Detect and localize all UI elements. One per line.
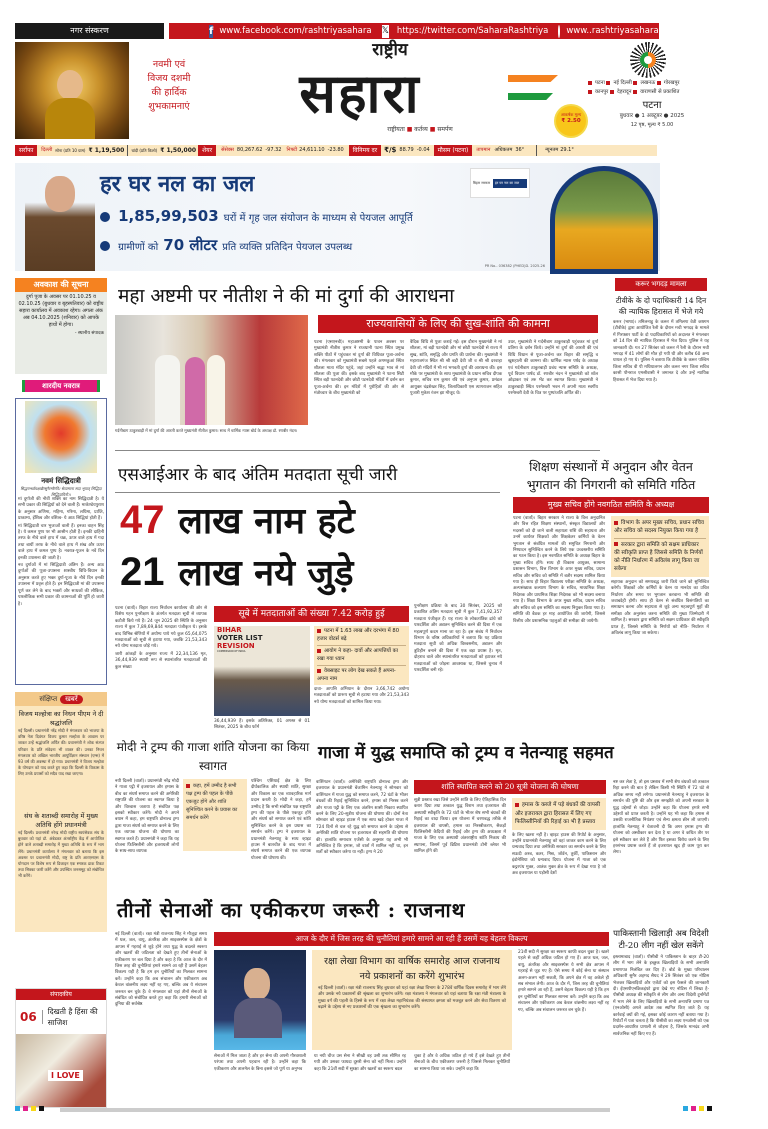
rajnath-box-headline: रक्षा लेखा विभाग का वार्षिक समारोह आज राजनाथ नये प्रकाशनों का करेंगे शुभारंभ (324, 956, 500, 982)
gold-value: ₹ 1,19,500 (88, 147, 125, 154)
brief-body: नई दिल्ली। प्रधानमंत्री नरेंद्र मोदी ने मंगलवार को भाजपा के वरिष्ठ नेता दिवंगत विजय कुमार मल्होत्रा के आवास पर जाकर उन्हें श्रद्धांजलि अर्पित की। प्रधानमंत्री ने शोक संतप्त परिवार के प्रति संवेदना भी व्यक्त की। उनका निधन मंगलवार को अखिल भारतीय आयुर्विज्ञान संस्थान (एम्स) में 93 वर्ष की अवस्था में हो गया। प्रधानमंत्री ने विजय मल्होत्रा के योगदान को याद करते हुए कहा कि दिल्ली के विकास के लिए उनके प्रयासों को सदैव याद रखा जाएगा। (18, 728, 104, 777)
modi-headline: मोदी ने ट्रम्प की गाजा शांति योजना का किया स्वागत (116, 740, 310, 773)
ad-logos (470, 168, 530, 198)
gaza-col-1: वाशिंगटन (वार्ता)। अमेरिकी राष्ट्रपति डोनाल्ड ट्रम्प और इजरायल के प्रधानमंत्री बेंजामिन नेतन्याहू ने सोमवार को वाशिंगटन में गाजा युद्ध को समाप्त करने, 72 घंटों के भीतर बंधकों की रिहाई सुनिश्चित करने, हमास को निरस्त्र करने और गाजा पट्टी के लिए एक अंतरिम शासी निकाय स्थापित करने के लिए 20-सूत्रीय योजना की घोषणा की। दोनों नेता सोमवार को व्हाइट हाउस में एक साथ खड़े होकर गाजा में 724 दिनों से चल रहे युद्ध को समाप्त करने के उद्देश्य से अमेरिकी शांति योजना पर इजरायल की सहमति की घोषणा की। हालांकि समाचार एजेंसी के अनुसार यह अभी भी अनिश्चित है कि हमास, जो वार्ता में शामिल नहीं था, इन शर्तों को स्वीकार करेगा या नहीं। ट्रम्प ने 20 (316, 780, 408, 856)
tagline-word: राष्ट्रीयता (387, 126, 405, 133)
households-count: 1,85,99,503 (118, 207, 219, 225)
rajnath-col-5: 21वीं सदी में सुरक्षा का स्वरूप काफी बदल चुका है। खतरे पहले से कहीं अधिक जटिल हो गए हैं। आज थल, जल, वायु, अंतरिक्ष और साइबरस्पेस ये सभी क्षेत्र आपस में गहराई से जुड़ गए हैं। ऐसे समय में कोई सेना या संस्थान अलग-अलग नहीं सकती, कि अपने क्षेत्र में वह अकेले ही सब संभाल लेगी। आज के दौर में, जिस तरह की चुनौतियां हमारे सामने आ रही हैं, उसमें बेहतर विकल्प यही है कि हम इन चुनौतियों का मिलकर सामना करें। उन्होंने कहा कि अब संचालन और एकीकरण अब केवल वांछनीय लक्ष्य नहीं रह गए, बल्कि अब संचालन जरूरत बन चुके हैं। (518, 950, 609, 1013)
editions-list (588, 79, 728, 97)
modi-quote (183, 779, 247, 851)
edition-city: वाराणसी से प्रकाशित (640, 89, 680, 95)
tagline-word: समर्पण (437, 126, 453, 133)
lead-col-2: वैदिक विधि से पूजा कराई गई। इस दौरान मुख्यमंत्री ने मां शीतला, मां बड़ी पटनदेवी और मां छोटी पटनदेवी से राज्य में सुख, शांति, समृद्धि और प्रगति की प्रार्थना की। मुख्यमंत्री ने महाराजगंज स्थित श्री श्री बड़ी देवी जी व श्री श्री दरवाहा देवी जी मंदिरों में भी मां भगवती दुर्गा की आराधना की। इस मौके पर मुख्यमंत्री के साथ मुख्यमंत्री के प्रधान सचिव दीपक कुमार, सचिव राम कुमार रवि एवं अनुपम कुमार, प्रमंडल आयुक्त चंद्रशेखर सिंह, जिलाधिकारी एस त्यागराजन सहित पुजारी मुकेश रंजन झा मौजूद थे। (410, 340, 502, 397)
sir-bullet (317, 648, 406, 666)
sir-mid-text: दावा- आपत्ति अभियान के दौरान 3,66,742 अयोग्य मतदाताओं को प्रारूप सूची से हटाया गया और 21,53,343 नये योग्य मतदाताओं को शामिल किया गया। (314, 687, 409, 705)
gold-label: सोना (प्रति 10 ग्राम) (55, 148, 86, 153)
edition-city: लखनऊ (640, 80, 656, 86)
sir-box-title: सूबे में मतदाताओं की संख्या 7.42 करोड़ हुई (214, 606, 409, 622)
date-line: बुधवार ● 1 अक्टूबर ● 2025 (619, 113, 685, 119)
line2-pre: ग्रामीणों को (118, 242, 159, 253)
nifty-change: -23.80 (327, 147, 344, 153)
silver-label: चांदी (प्रति किलो) (131, 148, 158, 153)
market-ticker (15, 145, 657, 156)
gaza-col-3: के लिए खतरा नहीं है। व्हाइट हाउस की रिपोर्ट के अनुसार, उन्होंने प्रधानमंत्री नेतन्याहू को वहां जाकर काम करने के लिए धन्यवाद दिया तथा अमेरिकी सरकार का समर्थन करने के लिए सऊदी अरब, कतर, मिस्र, जॉर्डन, तुर्की, पाकिस्तान और इंडोनेशिया को धन्यवाद दिया। योजना में गाजा को एक कट्टरपंथ मुक्त, आतंक मुक्त क्षेत्र के रूप में देखा गया है जो अब इजरायल या पड़ोसी देशों (512, 832, 606, 876)
sir-bullet (317, 668, 406, 683)
pages-price: 12 पृष्ठ, मूल्य ₹ 5.00 (630, 122, 674, 128)
sensex-label: सेंसेक्स (221, 147, 234, 153)
pak-body: इस्लामाबाद (वार्ता)। पीसीबी ने पाकिस्तान के बाहर टी-20 लीग में भाग लेने के इच्छुक खिलाड़ियों के सभी अनापत्ति प्रमाणपत्र निलंबित कर दिए हैं। बोर्ड के मुख्य परिचालन अधिकारी सुमैर अहमद सैयद ने 29 सितंबर को एक नोटिस भेजकर खिलाड़ियों और एजेंटों को इस फैसले की जानकारी दी। ईएसपीएनक्रिकइंफो द्वारा देखे गए नोटिस में लिखा है- पीसीबी अध्यक्ष की स्वीकृति से लीग और अन्य विदेशी टूर्नामेंटों में भाग लेने के लिए खिलाड़ियों के सभी अनापत्ति प्रमाण पत्र (एनओसी) अगले आदेश तक स्थगित किए जाते हैं। यह कार्रवाई क्यों की गई, इसका कोई कारण नहीं बताया गया है। रिपोर्टों में पता चलता है कि पीसीबी का लक्ष्य एनओसी को एक प्रदर्शन-आधारित प्रणाली से जोड़ना है, जिसके मानदंड अभी सार्वजनिक नहीं किए गए हैं। (613, 955, 709, 1037)
navratri-paragraph: नव दुर्गाओं में मां सिद्धिदात्री अंतिम हैं। अन्य आठ दुर्गाओं की पूजा-उपासना शास्त्रीय विधि-विधान के अनुसार करते हुए भक्त दुर्गा-पूजा के नौवें दिन इनकी उपासना में प्रवृत्त होते हैं। इन सिद्धिदात्री मां की उपासना पूर्ण कर लेने के बाद भक्तों और साधकों की लौकिक, पारलौकिक सभी प्रकार की कामनाओं की पूर्ति हो जाती है। (18, 563, 104, 607)
date-block (592, 99, 712, 129)
sahara-emblem-icon (630, 42, 666, 78)
sir-line1-text: लाख नाम हटे (178, 500, 355, 542)
max-temp-label: अधिकतम (494, 147, 513, 153)
navratri-paragraph: मां सिद्धिदात्री चार भुजाओं वाली हैं। इनका वाहन सिंह है। ये कमल पुष्प पर भी आसीन होती हैं। इनकी दाहिनी तरफ के नीचे वाले हाथ में चक्र, ऊपर वाले हाथ में गदा तथा बायीं तरफ के नीचे वाले हाथ में शंख और ऊपर वाले हाथ में कमल पुष्प है। नवरात्र-पूजन के नवें दिन इनकी उपासना की जाती है। (18, 523, 104, 561)
line1-text: घरों में गृह जल संयोजन के माध्यम से पेयजल आपूर्ति (223, 213, 413, 224)
day: बुधवार (619, 113, 634, 119)
durga-image (15, 42, 129, 139)
edu-bullet (614, 541, 706, 574)
modi-col-2: पश्चिम एशियाई क्षेत्र के लिए दीर्घकालिक और स्थायी शांति, सुरक्षा और विकास का एक व्यावहारिक मार्ग प्रदान करती है। मोदी ने कहा, हमें उम्मीद है कि सभी संबंधित पक्ष राष्ट्रपति ट्रम्प की पहल के पीछे एकजुट होंगे और संघर्ष को समाप्त करने एवं शांति सुनिश्चित करने के इस प्रयास का समर्थन करेंगे। ट्रम्प ने इजरायल के प्रधानमंत्री नेतन्याहू के साथ व्हाइट हाउस में बातचीत के बाद गाजा में संघर्ष समाप्त करने की एक व्यापक योजना की घोषणा की। (251, 779, 311, 861)
currency-label: ₹/$ (384, 146, 397, 154)
lead-photo-caption: गर्दनीबाग ठाकुरबाड़ी में मां दुर्गा की आरती करते मुख्यमंत्री नीतीश कुमार। साथ में धार्मिक न्यास बोर्ड के अध्यक्ष डॉ. रणबीर नंदन। (115, 428, 298, 433)
brief-header (15, 692, 107, 706)
rajnath-col-4: चुका है और वे अधिक जटिल हो गये हैं इसे देखते हुए तीनों सेनाओं के बीच एकीकरण जरूरी है जिससे मिलकर चुनौतियों का सामना किया जा सके। उन्होंने कहा कि (414, 1054, 510, 1072)
brief-title-b: खबरें (60, 695, 83, 704)
badge-price: ₹ 2.50 (561, 118, 581, 124)
sir-right-stack (314, 626, 409, 734)
sensex-value: 80,267.62 (236, 147, 263, 153)
x-icon: 𝕏 (381, 25, 389, 36)
sir-line2-text: लाख नये जुड़े (178, 552, 354, 594)
bullet-text: वेबसाइट पर लोग देख सकते हैं अपना-अपना नाम (317, 668, 396, 682)
added-count: 21 (120, 550, 165, 594)
edition-bar (15, 23, 164, 39)
sign-text: BIHAR (217, 626, 242, 634)
bullet-text: आयोग ने कहा- दावों और आपत्तियों का रखा गया ध्यान (317, 648, 398, 662)
sign-text: REVISION (217, 642, 255, 650)
edu-bullets (611, 516, 709, 577)
quote-text: कहा, हमें उम्मीद है सभी पक्ष ट्रम्प की पहल के पीछे एकजुट होंगे और शांति सुनिश्चित करने के प्रयास का समर्थन करेंगे (186, 783, 238, 821)
siddhidatri-image (25, 401, 97, 473)
sir-paragraph: पटना (वार्ता)। बिहार राज्य निर्वाचन कार्यालय की ओर से विशेष गहन पुनरीक्षण के अंतर्गत मतदाता सूची से व्यापक कटौती किये गये हैं। 24 जून 2025 की स्थिति के अनुसार राज्य में कुल 7,89,69,844 मतदाता पंजीकृत थे। इसके बाद विभिन्न श्रेणियों में अयोग्य पाये गये कुल 65,64,075 मतदाताओं को सूची से हटाया गया, जबकि 21,53,343 नये योग्य मतदाता जोड़े गये। (115, 606, 207, 650)
sign-text: VOTER LIST (217, 634, 263, 642)
scheme-logo: हर घर नल का जल (493, 179, 527, 188)
greeting-line: की हार्दिक (151, 87, 187, 98)
quote-text: हमास के कब्जे में पड़े बंधकों की वापसी और इजरायल द्वारा हिरासत में लिए गए फिलिस्तीनियों की रिहाई का भी है प्रस्ताव (515, 802, 601, 825)
badge-text: आकर्षक मूल्य (560, 112, 582, 117)
sir-photo-caption: 36,44,939 हैं। इसके अतिरिक्त, 01 अगस्त से 01 सितंबर, 2025 के बीच फॉर्म (214, 719, 310, 731)
sir-col-1 (115, 606, 207, 734)
sign-text: COMMISSION OF INDIA (217, 650, 246, 653)
sir-line-1 (120, 496, 505, 546)
bullet-text: सरकार द्वारा समिति को सक्षम प्राधिकार की स्वीकृति प्राप्त है जिससे समिति के निर्णयों को नीति निर्धारण में अविलंब लागू किया जा सकेगा (614, 541, 703, 573)
divider (115, 492, 500, 493)
ticker-city: दिल्ली (41, 147, 53, 153)
gaza-quote (512, 798, 606, 830)
nifty-label: निफ्टी (286, 147, 298, 153)
festival-greeting (134, 58, 204, 114)
gaza-subhead: शांति स्थापित करने को 20 सूत्री योजना की घोषणा (414, 780, 606, 794)
notice-sign: - स्थानीय संपादक (74, 331, 104, 336)
edition-city: पटना (595, 80, 605, 86)
line2-text: प्रति व्यक्ति प्रतिदिन पेयजल उपलब्ध (222, 242, 353, 253)
karur-label: करूर भगदड़ मामला (615, 278, 707, 291)
notice-body: दुर्गा पूजा के अवसर पर 01.10.25 व 02.10.25 (बुधवार व बृहस्पतिवार) को राष्ट्रीय सहारा कार्यालय में अवकाश रहेगा। अगला अंक अब 04.10.2025 (शनिवार) को आपके हाथों में होगा। (18, 294, 104, 328)
editorial-title: संपादकीय (16, 989, 106, 1000)
editorial-box (15, 988, 107, 1108)
exchange-change: -0.04 (416, 147, 430, 153)
color-registration-marks (15, 1106, 44, 1111)
facebook-link[interactable]: www.facebook.com/rashtriyasahara (219, 26, 372, 36)
exchange-label: विनिमय दर (349, 145, 381, 156)
rajnath-headline: तीनों सेनाओं का एकीकरण जरूरी : राजनाथ (117, 898, 466, 922)
price-badge (556, 106, 586, 136)
voter-list-photo (214, 626, 310, 716)
tagline-word: कर्तव्य (414, 126, 428, 133)
exchange-value: 88.79 (399, 147, 414, 153)
nifty-value: 24,611.10 (299, 147, 325, 153)
rajnath-photo (214, 950, 306, 1050)
har-ghar-nal-ad (15, 163, 660, 271)
gaza-headline: गाजा में युद्ध समाप्ति को ट्रम्प व नेतन्याहू सहमत (318, 743, 614, 763)
weather-label: मौसम (पटना) (434, 145, 473, 156)
edition-city: देहरादून (616, 89, 632, 95)
navratri-title: शारदीय नवरात्र (22, 380, 100, 392)
max-temp-value: 36° (515, 147, 525, 153)
right-column-lower (613, 780, 709, 1098)
tap-icon (100, 241, 110, 251)
globe-icon (558, 25, 560, 38)
logo-main: सहारा (299, 61, 421, 125)
year: 2025 (670, 113, 685, 119)
sir-line-2 (120, 548, 505, 602)
share-label: शेयर (198, 145, 216, 156)
twitter-link[interactable]: https://twitter.com/SaharaRashtriya (396, 26, 549, 36)
mantra: सिद्धगन्धर्वयक्षाद्यैरसुरैरमरैरपि। सेव्यमाना सदा भूयात् सिद्धिदा सिद्धिदायिनी।। (20, 486, 102, 497)
sir-bullet (317, 628, 406, 646)
lead-headline: महा अष्टमी पर नीतीश ने की मां दुर्गा की आराधना (118, 285, 455, 307)
gaza-right-stack (512, 798, 606, 892)
tap-icon (100, 212, 110, 222)
pak-headline: पाकिस्तानी खिलाड़ी अब विदेशी टी-20 लीग नहीं खेल सकेंगे (613, 929, 709, 951)
edu-col-2: सहायक अनुदान को समयबद्ध जारी किये जाने को सुनिश्चित करेगी। शिक्षकों और कर्मियों के वेतन या मानदेय का उचित निर्धारण और समय पर भुगतान करवाना भी समिति की जवाबदेही होगी। साथ ही वेतन से संबंधित विसंगतियों का समाधान करना और सहायता से जुड़े अन्य महत्वपूर्ण मुद्दों की समीक्षा और अनुशंसा करना समिति की मुख्य जिम्मेदारी में शामिल है। सरकार द्वारा समिति को सक्षम प्राधिकार की स्वीकृति प्राप्त है, जिससे समिति के निर्णयों को नीति- निर्धारण में अविलंब लागू किया जा सकेगा। (611, 579, 709, 637)
sir-col-3: पुनरीक्षण प्रक्रिया के बाद 30 सितंबर, 2025 को प्रकाशित अंतिम मतदाता सूची में कुल 7,41,92,357 मतदाता पंजीकृत हैं। यह राज्य के लोकतांत्रिक ढांचे को पारदर्शिता और अद्यतन सुनिश्चित करने की दिशा में एक महत्वपूर्ण कदम माना जा रहा है। इस संबंध में निर्वाचन विभाग के वरिष्ठ अधिकारियों ने बताया कि यह प्रक्रिया मतदाता सूची को अधिक विश्वसनीय, अद्यतन और त्रुटिहीन बनाने की दिशा में एक बड़ा प्रयास है। मृत, दोहराव वाले और स्थानांतरित मतदाताओं को हटाकर नये मतदाताओं को जोड़ना आवश्यक था, जिससे चुनाव में पारदर्शिता बनी रहे। (414, 604, 502, 674)
brief-body: नई दिल्ली। प्रधानमंत्री नरेन्द्र मोदी राष्ट्रीय स्वयंसेवक संघ के बुधवार को यहां डॉ. अंबेडकर अंतर्राष्ट्रीय केंद्र में आयोजित होने वाले शताब्दी समारोह में मुख्य अतिथि के रूप में भाग लेंगे। प्रधानमंत्री कार्यालय ने मंगलवार को बताया कि इस अवसर पर प्रधानमंत्री मोदी, राष्ट्र के प्रति आरएसएस के योगदान पर विशेष रूप से डिजाइन एक स्मारक डाक टिकट तथा सिक्का जारी करेंगे और उपस्थित जनसमूह को संबोधित भी करेंगे। (18, 830, 104, 879)
editorial-page: 06 (20, 1010, 43, 1024)
flag-stripe-green (508, 93, 553, 100)
logo-block (215, 40, 505, 140)
date: 1 अक्टूबर (641, 113, 662, 119)
cm-photo (25, 173, 95, 271)
karur-headline: टीवीके के दो पदाधिकारी 14 दिन की न्यायिक हिरासत में भेजे गये (615, 296, 707, 316)
website-link[interactable]: www..rashtriyasahara.com (566, 26, 680, 36)
sir-bullets (314, 626, 409, 685)
color-registration-marks (683, 1106, 712, 1111)
editorial-headline: दिखती है हिंसा की साजिश (47, 1007, 98, 1027)
woman-photo (550, 166, 658, 274)
min-temp-value: 29.1° (560, 147, 574, 153)
flag-stripe-orange (508, 75, 558, 82)
lead-photo (115, 315, 308, 425)
brief-title-a: संक्षिप्त (39, 694, 58, 703)
gaza-col-4: नष्ट कर लेता है, तो इस प्रस्ताव में सभी शेष बंधकों को तत्काल रिहा करने की बात है लेकिन किसी भी स्थिति में 72 घंटे से अधिक समय नहीं लगेगा। प्रधानमंत्री नेतन्याहू ने इजरायल के समर्थन की पुष्टि की और इस समझौते को अपनी सरकार के युद्ध उद्देश्यों से जोड़ा। उन्होंने कहा कि योजना हमारे सभी उद्देश्यों को प्राप्त करती है। उन्होंने यह भी कहा कि हमास से उसकी राजनीतिक नियंत्रण एवं सैन्य क्षमता छीन ली जाएगी। हालांकि नेतन्याहू ने चेतावनी दी कि अगर हमास ट्रम्प की योजना को अस्वीकार कर देता है या अगर वे कथित तौर पर इसे स्वीकार कर लेते हैं और फिर इसका विरोध करने के लिए हरसंभव प्रयास करते हैं तो इजरायल खुद ही काम पूरा कर लेगा। (613, 780, 709, 856)
city-name: पटना (642, 100, 662, 111)
temp-label: तापमान (476, 147, 491, 153)
navratri-section (15, 380, 107, 685)
bihar-gov-emblem: बिहार सरकार (473, 180, 491, 185)
greeting-line: शुभकामनाएं (148, 101, 190, 112)
edu-story (513, 458, 709, 734)
bullion-label: सर्राफा (15, 145, 37, 156)
goddess-name: नवमं सिद्धिदात्री (41, 476, 81, 485)
edu-subhead: मुख्य सचिव होंगे नवगठित समिति के अध्यक्ष (513, 497, 709, 513)
brief-headline: विजय मल्होत्रा का निधन पीएम ने दी श्रद्धांजलि (18, 710, 104, 727)
holiday-notice (15, 278, 107, 374)
lead-subhead: राज्यवासियों के लिए की सुख-शांति की कामना (318, 315, 598, 333)
facebook-icon: f (209, 25, 214, 37)
photo-sign-text: I LOVE (48, 1070, 83, 1081)
edu-headline: शिक्षण संस्थानों में अनुदान और वेतन भुगतान की निगरानी को समिति गठित (526, 459, 696, 492)
greeting-line: विजय दशमी (147, 73, 191, 84)
editorial-photo (16, 1034, 106, 1107)
lead-col-3: उधर, मुख्यमंत्री ने गर्दनीबाग ठाकुरबाड़ी पहुंचकर मां दुर्गा प्रतिमा के दर्शन किये। उन्होंने मां दुर्गा की आरती की एवं विधि विधान से पूजा-अर्चना कर बिहार की समृद्धि व खुशहाली की कामना की। धार्मिक न्यास पर्षद के अध्यक्ष एवं गर्दनीबाग ठाकुरबाड़ी प्रबंध न्यास समिति के अध्यक्ष, पूर्व विधान पार्षद डॉ. रणबीर नंदन ने मुख्यमंत्री को शॉल ओढ़ाकर एवं तरु भेंट कर स्वागत किया। मुख्यमंत्री ने ठाकुरबाड़ी स्थित परमेश्वरी भवन में अपनी माता स्वर्गीय परमेश्वरी देवी के चित्र पर पुष्पांजलि अर्पित की। (508, 340, 598, 397)
rajnath-col-2: सेनाओं में मिल जाता है और हर सेना की अपनी गौरवशाली परंपरा तथा अपनी पहचान रही है। उन्होंने कहा कि एकीकरण और तालमेल के बिना इससे जो पूर्ण या अनुभव (214, 1054, 306, 1072)
bullet-text: विभाग के अपर मुख्य सचिव, प्रधान सचिव और सचिव को सदस्य नियुक्त किया गया है (614, 520, 704, 535)
gaza-col-2: सूत्री प्रस्ताव रखा जिसे उन्होंने शांति के लिए ऐतिहासिक दिन करार दिया तथा तत्काल युद्ध विराम तथा इजरायल की अस्थायी स्वीकृति के 72 घंटों के भीतर शेष सभी बंधकों की रिहाई का वादा किया। इस योजना में चरणबद्ध तरीके से इजरायल की वापसी, हमास का निरस्त्रीकरण, सैकड़ों फिलिस्तीनी कैदियों की रिहाई और ट्रम्प की अध्यक्षता में गाजा के लिए एक अस्थायी अंतरराष्ट्रीय शांति निकाय की स्थापना, जिसमें पूर्व ब्रिटिश प्रधानमंत्री टोनी ब्लेयर भी शामिल होंगे की (414, 798, 506, 855)
ad-line-1 (100, 205, 540, 230)
rajnath-box-body: नई दिल्ली (वार्ता)। रक्षा मंत्री राजनाथ सिंह बुधवार को यहां रक्षा लेखा विभाग के 278वें वार्षिक दिवस समारोह में भाग लेंगे और उसके नये प्रकाशनों की श्रृंखला का शुभारंभ करेंगे। रक्षा मंत्रालय ने मंगलवार को यहां बताया कि रक्षा मंत्री मंत्रालय के मुख्य वर्ग की पहली के हिस्से के रूप में रक्षा लेखा महानियंत्रक की संस्थागत क्षमता को मजबूत करने और सेवा वितरण को बढ़ाने के उद्देश्य से नए प्रकाशनों की एक श्रृंखला का शुभारंभ करेंगे। (318, 986, 506, 1011)
edu-bullet (614, 519, 706, 539)
silver-value: ₹ 1,50,000 (160, 147, 197, 154)
edition-label: नगर संस्करण (70, 26, 109, 35)
min-temp-label: न्यूनतम (545, 147, 559, 153)
footer-rule (60, 1108, 610, 1112)
edition-city: नई दिल्ली (613, 80, 632, 86)
karur-body: करूर (भाषा)। तमिलनाडु के करूर में तमिलगा वेत्री कषगम (टीवीके) द्वारा आयोजित रैली के दौरान मची भगदड़ के मामले में गिरफ्तार पार्टी के दो पदाधिकारियों को अदालत ने मंगलवार को 14 दिन की न्यायिक हिरासत में भेज दिया। पुलिस ने यह जानकारी दी। गत 27 सितंबर को करूर में रैली के दौरान मची भगदड़ में 41 लोगों की मौत हो गयी थी और करीब 60 अन्य घायल हो गए थे। पुलिस ने बताया कि टीवीके के करूर पश्चिम जिला सचिव वी पी मथियालगन और करूर नगर जिला सचिव कासी पौनराज एमसीवासी ने जमानत दे और उन्हें न्यायिक हिरासत में भेज दिया गया है। (613, 320, 709, 383)
social-bar (169, 23, 680, 39)
modi-col-1: नयी दिल्ली (वार्ता)। प्रधानमंत्री नरेंद्र मोदी ने गाजा पट्टी में इजरायल और हमास के बीच का संघर्ष समाप्त करने की अमेरिकी राष्ट्रपति की योजना का स्वागत किया है और विश्वास जताया है संबंधित पक्ष इसको स्वीकार करेंगे। मोदी ने अपने बयान में कहा, हम राष्ट्रपति डोनाल्ड ट्रम्प द्वारा गाजा संघर्ष को समाप्त करने के लिए एक व्यापक योजना की घोषणा का स्वागत करते हैं। प्रधानमंत्री ने कहा कि यह योजना फिलिस्तीनी और इजरायली लोगों के साथ-साथ व्यापक (115, 779, 179, 855)
edition-city: कानपुर (595, 89, 609, 95)
edu-col-1: पटना (वार्ता)। बिहार सरकार ने राज्य के वित्त अनुदानित और वित्त रहित शिक्षण संस्थानों, संस्कृत विद्यालयों और मदरसों को दी जाने वाली सहायता राशि की सहायता और उनमें कार्यरत शिक्षकों और शिक्षकेतर कर्मियों के वेतन भुगतान से संबंधित मामलों की समुचित निगरानी और निष्पादन सुनिश्चित करने के लिये एक उच्चस्तरीय समिति का गठन किया है। इस नवगठित समिति के अध्यक्ष बिहार के मुख्य सचिव होंगे। साथ ही विकास आयुक्त, सामान्य प्रशासन विभाग, वित्त विभाग के अपर मुख्य सचिव, प्रधान सचिव और सचिव को समिति में बतौर सदस्य शामिल किया गया है। साथ ही बिहार विद्यालय परीक्षा समिति के अध्यक्ष, अल्पसंख्यक कल्याण विभाग के सचिव, माध्यमिक शिक्षा निदेशक और प्राथमिक शिक्षा निदेशक को भी सदस्य बनाया गया है। शिक्षा विभाग के अपर मुख्य सचिव, प्रधान सचिव और सचिव को इस समिति का सदस्य नियुक्त किया गया है। समिति की बैठक हर माह आयोजित की जायेगी, जिससे वित्तीय और प्रशासनिक पहलुओं की समीक्षा की जायेगी। (513, 516, 605, 624)
sensex-change: -97.32 (265, 147, 282, 153)
bullet-text: पटना में 1.63 लाख और दरभंगा में 80 हजार वोटर्स बढ़े (317, 628, 400, 642)
brief-headline: संघ के शताब्दी समारोह में मुख्य अतिथि होंगे प्रधानमंत्री (24, 812, 98, 829)
navratri-body (18, 497, 104, 682)
lead-col-1: पटना (एसएनबी)। महाअष्टमी के पावन अवसर पर मुख्यमंत्री नीतीश कुमार ने राजधानी पटना स्थित प्रमुख शक्ति पीठों में पहुंचकर मां दुर्गा की विधिवत पूजा-अर्चना की। मंगलवार को मुख्यमंत्री सबसे पहले अगमकुआं स्थित शीतला माता मंदिर पहुंचे, जहां उन्होंने श्रद्धा भाव से मां शीतला की पूजा की। इसके बाद मुख्यमंत्री ने पटना सिटी स्थित बड़ी पटनदेवी और छोटी पटनदेवी मंदिरों में दर्शन कर पूजा-अर्चना की। इन मंदिरों में पुरोहितों की ओर से मंत्रोच्चार के बीच मुख्यमंत्री को (314, 340, 404, 397)
deleted-count: 47 (120, 498, 165, 542)
modi-story (115, 738, 311, 892)
divider (115, 450, 600, 451)
ad-line-2 (100, 234, 540, 259)
pr-number: PR No.- 036382 (PHED)D. 2025-26 (484, 264, 545, 268)
greeting-line: नवमी एवं (152, 59, 186, 70)
rajnath-box (312, 950, 512, 1050)
karur-story (613, 278, 709, 448)
liters-per-person: 70 लीटर (163, 236, 218, 254)
logo-top-word: राष्ट्रीय (372, 40, 408, 60)
tagline: राष्ट्रीयता ■ कर्तव्य ■ समर्पण (387, 126, 453, 133)
notice-title: अवकाश की सूचना (15, 278, 107, 292)
navratri-paragraph: मां दुर्गाजी की नौवीं शक्ति का नाम सिद्धिदात्री है। ये सभी प्रकार की सिद्धियों को देने वाली हैं। मार्कण्डेयपुराण के अनुसार अणिमा, महिमा, गरिमा, लघिमा, प्राप्ति, प्राकाम्य, ईशित्व और वशित्व- ये आठ सिद्धियां होती हैं। (18, 497, 104, 522)
sir-paragraph: जारी आंकड़ों के अनुसार राज्य में 22,34,136 मृत, 36,44,939 स्थायी रूप से स्थानांतरित मतदाताओं की कुल संख्या (115, 651, 207, 670)
brief-news (15, 692, 107, 932)
sir-kicker: एसआईआर के बाद अंतिम मतदाता सूची जारी (118, 465, 398, 485)
rajnath-col-3: या नयी चीज उस सेना ने सीखी वह उसी तक सीमित रह गयी और उसका फायदा दूसरी सेना को नहीं मिला। उन्होंने कहा कि 21वीं सदी में सुरक्षा और खतरों का स्वरूप बदल (314, 1054, 406, 1072)
rajnath-col-1: नई दिल्ली (वार्ता)। रक्षा मंत्री राजनाथ सिंह ने मौजूदा समय में थल, जल, वायु, अंतरिक्ष और साइबरस्पेस के क्षेत्रों के आपस में गहराई से जुड़े होने तथा युद्ध के बदलते स्वरूप और खतरों की जटिलता को देखते हुए तीनों सेनाओं के एकीकरण पर बल दिया है और कहा है कि आज के दौर में जिस तरह की चुनौतियां हमारे सामने आ रही हैं उसमें बेहतर विकल्प यही है कि हम इन चुनौतियों का मिलकर सामना करें। उन्होंने कहा कि अब संचालन और एकीकरण अब केवल वांछनीय लक्ष्य नहीं रह गए, बल्कि अब ये संचालन जरूरत बन चुके हैं। वे मंगलवार को यहां तीनों सेनाओं के संबंधित को संबोधित करते हुए कहा कि हमारी सेनाओं को दुनिया की सर्वश्रेष्ठ (115, 932, 207, 1008)
rajnath-subhead: आज के दौर में जिस तरह की चुनौतियां हमारे सामने आ रही हैं उसमें यह बेहतर विकल्प (214, 932, 609, 946)
edition-city: गोरखपुर (663, 80, 680, 86)
ad-title: हर घर नल का जल (100, 171, 255, 197)
